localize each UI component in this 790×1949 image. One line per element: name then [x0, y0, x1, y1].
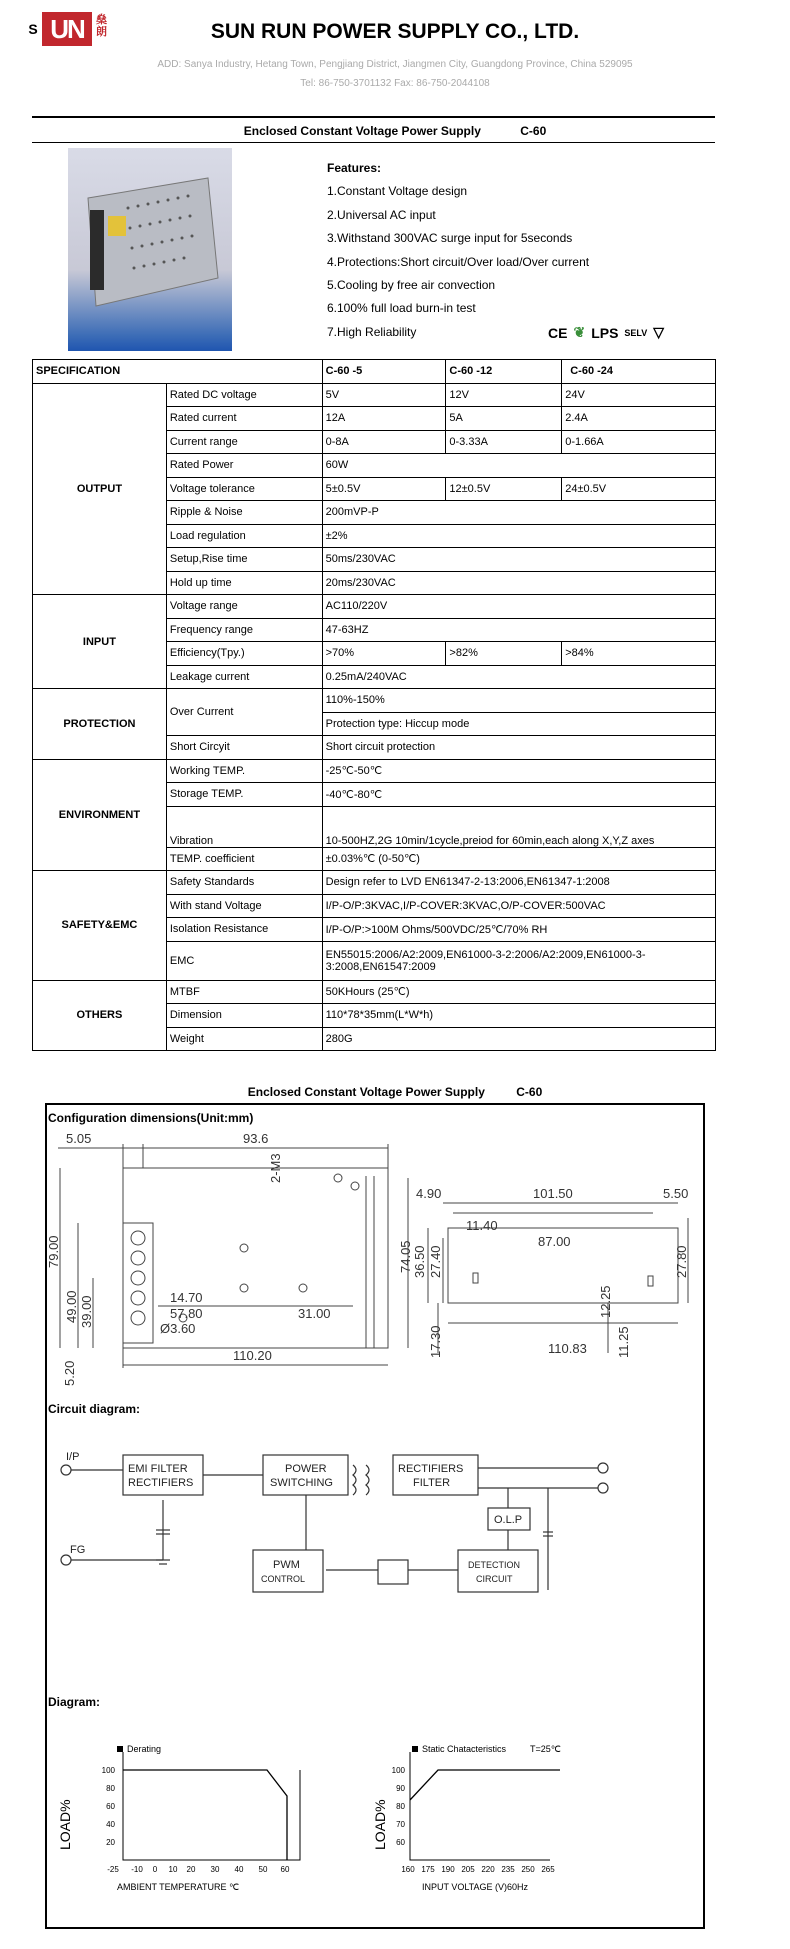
- doc-title-text: Enclosed Constant Voltage Power Supply: [243, 124, 481, 138]
- page2-title-model: C-60: [516, 1085, 543, 1099]
- x-tick: 20: [186, 1865, 196, 1874]
- spec-header: SPECIFICATION: [33, 360, 323, 384]
- y-tick: 40: [106, 1820, 115, 1829]
- param-value: 12±0.5V: [446, 477, 562, 501]
- spec-model-24: C-60 -24: [562, 360, 716, 384]
- circuit-label: SWITCHING: [270, 1477, 333, 1489]
- group-environment: ENVIRONMENT: [33, 759, 167, 871]
- dim-label: 110.83: [548, 1341, 587, 1356]
- x-tick: -25: [107, 1865, 119, 1874]
- static-title: Static Chatacteristics: [422, 1744, 507, 1754]
- param-value: 12V: [446, 383, 562, 407]
- circuit-label: RECTIFIERS: [128, 1477, 194, 1489]
- param-value: 280G: [322, 1027, 715, 1051]
- feature-item: 5.Cooling by free air convection: [327, 278, 496, 293]
- param-value: I/P-O/P:3KVAC,I/P-COVER:3KVAC,O/P-COVER:500VAC: [322, 894, 715, 918]
- dim-label: 14.70: [170, 1290, 203, 1305]
- param-label: Voltage tolerance: [166, 477, 322, 501]
- dim-label: 93.6: [243, 1131, 269, 1146]
- table-row: [33, 871, 716, 895]
- table-row: [33, 980, 716, 1004]
- feature-item: 6.100% full load burn-in test: [327, 301, 476, 316]
- param-label: Weight: [166, 1027, 322, 1051]
- config-heading: Configuration dimensions(Unit:mm): [48, 1111, 254, 1125]
- header-rule: [32, 116, 715, 118]
- param-label: With stand Voltage: [166, 894, 322, 918]
- y-tick: 80: [106, 1784, 115, 1793]
- x-tick: 0: [152, 1865, 158, 1874]
- param-label: Frequency range: [166, 618, 322, 642]
- dim-label: 110.20: [233, 1348, 272, 1363]
- logo-s: S: [22, 12, 42, 46]
- x-tick: 190: [441, 1865, 455, 1874]
- circuit-label: FILTER: [413, 1477, 451, 1489]
- dim-label: Ø3.60: [160, 1321, 196, 1336]
- dimension-drawing: [48, 1128, 708, 1398]
- param-value: EN55015:2006/A2:2009,EN61000-3-2:2006/A2:2009,EN61000-3-3:2008,EN61547:2009: [322, 941, 715, 980]
- circuit-label: POWER: [285, 1463, 327, 1475]
- group-input: INPUT: [33, 595, 167, 689]
- param-value: 110%-150%: [322, 689, 715, 713]
- y-tick: 80: [396, 1802, 405, 1811]
- page2-title: [0, 1085, 790, 1099]
- table-row: [33, 759, 716, 783]
- static-ylabel: LOAD%: [372, 1799, 388, 1850]
- param-label: Efficiency(Tpy.): [166, 642, 322, 666]
- param-value: 50ms/230VAC: [322, 548, 715, 572]
- param-label: Over Current: [166, 689, 322, 736]
- power-switching-block: [263, 1455, 348, 1495]
- circuit-label: FG: [70, 1544, 86, 1556]
- param-value: Protection type: Hiccup mode: [322, 712, 715, 736]
- cert-marks: [548, 324, 664, 341]
- param-value: 0-3.33A: [446, 430, 562, 454]
- param-value: 47-63HZ: [322, 618, 715, 642]
- circuit-label: PWM: [273, 1559, 300, 1571]
- circuit-label: EMI FILTER: [128, 1463, 188, 1475]
- dim-label: 11.40: [466, 1218, 498, 1233]
- param-value: -25℃-50℃: [322, 759, 715, 783]
- param-label: MTBF: [166, 980, 322, 1004]
- y-tick: 20: [106, 1838, 115, 1847]
- emi-filter-block: [123, 1455, 203, 1495]
- group-others: OTHERS: [33, 980, 167, 1051]
- param-value: ±0.03%℃ (0-50℃): [322, 847, 715, 871]
- title-rule: [32, 142, 715, 143]
- param-label: Rated DC voltage: [166, 383, 322, 407]
- dim-label: 5.05: [66, 1131, 92, 1146]
- pwm-block: [253, 1550, 323, 1592]
- dim-label: 57.80: [170, 1306, 203, 1321]
- param-value: -40℃-80℃: [322, 783, 715, 807]
- spec-model-12: C-60 -12: [446, 360, 562, 384]
- feature-item: 4.Protections:Short circuit/Over load/Over current: [327, 254, 590, 269]
- param-label: EMC: [166, 941, 322, 980]
- param-value: 0-8A: [322, 430, 446, 454]
- dim-label: 36.50: [412, 1245, 427, 1278]
- param-label: Leakage current: [166, 665, 322, 689]
- feature-item: 7.High Reliability: [327, 324, 417, 339]
- param-value: 5V: [322, 383, 446, 407]
- dim-label: 27.40: [428, 1245, 443, 1278]
- circuit-label: CONTROL: [261, 1574, 306, 1584]
- param-label: Dimension: [166, 1004, 322, 1028]
- spec-header-row: [33, 360, 716, 384]
- feature-item: 3.Withstand 300VAC surge input for 5seconds: [327, 231, 573, 246]
- static-cond: T=25℃: [530, 1744, 561, 1754]
- dim-label: 101.50: [533, 1186, 573, 1201]
- param-value: 0.25mA/240VAC: [322, 665, 715, 689]
- param-value: I/P-O/P:>100M Ohms/500VDC/25℃/70% RH: [322, 918, 715, 942]
- circuit-label: O.L.P: [494, 1514, 523, 1526]
- feature-item: 1.Constant Voltage design: [327, 184, 468, 199]
- derating-xlabel: AMBIENT TEMPERATURE ℃: [117, 1882, 240, 1892]
- param-value: 50KHours (25℃): [322, 980, 715, 1004]
- param-value: >70%: [322, 642, 446, 666]
- feature-item: 2.Universal AC input: [327, 207, 436, 222]
- derating-curve: [123, 1770, 287, 1860]
- features-heading: Features:: [327, 161, 382, 175]
- param-label: Current range: [166, 430, 322, 454]
- param-label: Setup,Rise time: [166, 548, 322, 572]
- page2-title-text: Enclosed Constant Voltage Power Supply: [247, 1085, 485, 1099]
- param-label: Working TEMP.: [166, 759, 322, 783]
- company-tel: Tel: 86-750-3701132 Fax: 86-750-2044108: [300, 78, 490, 89]
- diagram-heading: Diagram:: [48, 1695, 101, 1709]
- param-label: Storage TEMP.: [166, 783, 322, 807]
- param-value: 20ms/230VAC: [322, 571, 715, 595]
- param-label: Rated current: [166, 407, 322, 431]
- param-value: 60W: [322, 454, 715, 478]
- static-chart: [370, 1740, 680, 1900]
- logo-text: UN: [50, 13, 84, 44]
- features-list: [327, 157, 589, 344]
- circuit-label: DETECTION: [468, 1560, 521, 1570]
- y-tick: 100: [391, 1766, 405, 1775]
- ce-mark: CE: [548, 324, 568, 341]
- dim-label: 11.25: [616, 1326, 631, 1358]
- param-value: Design refer to LVD EN61347-2-13:2006,EN61347-1:2008: [322, 871, 715, 895]
- y-tick: 90: [396, 1784, 405, 1793]
- y-tick: 60: [106, 1802, 115, 1811]
- param-value: 110*78*35mm(L*W*h): [322, 1004, 715, 1028]
- param-value: 10-500HZ,2G 10min/1cycle,preiod for 60min,each along X,Y,Z axes: [322, 806, 715, 847]
- param-value: ±2%: [322, 524, 715, 548]
- dim-label: 39.00: [79, 1295, 94, 1328]
- rectifier-filter-block: [393, 1455, 478, 1495]
- x-tick: 205: [461, 1865, 475, 1874]
- dim-label: 5.50: [663, 1186, 689, 1201]
- dim-label: 74.05: [398, 1240, 413, 1273]
- param-label: Vibration: [166, 806, 322, 847]
- param-value: 24V: [562, 383, 716, 407]
- circuit-label: I/P: [66, 1451, 80, 1463]
- dim-label: 79.00: [46, 1235, 61, 1268]
- param-label: Isolation Resistance: [166, 918, 322, 942]
- spec-table: [32, 359, 716, 1051]
- x-tick: 235: [501, 1865, 515, 1874]
- y-tick: 100: [101, 1766, 115, 1775]
- param-label: Safety Standards: [166, 871, 322, 895]
- static-curve: [410, 1770, 560, 1800]
- param-value: >82%: [446, 642, 562, 666]
- table-row: [33, 595, 716, 619]
- circuit-label: CIRCUIT: [476, 1574, 513, 1584]
- param-value: 2.4A: [562, 407, 716, 431]
- dim-label: 87.00: [538, 1234, 571, 1249]
- param-label: TEMP. coefficient: [166, 847, 322, 871]
- param-value: 200mVP-P: [322, 501, 715, 525]
- x-tick: 40: [234, 1865, 244, 1874]
- dim-label: 49.00: [64, 1290, 79, 1323]
- param-value: 5±0.5V: [322, 477, 446, 501]
- x-tick: 250: [521, 1865, 535, 1874]
- param-value: 0-1.66A: [562, 430, 716, 454]
- dim-label: 5.20: [62, 1360, 77, 1386]
- x-tick: 265: [541, 1865, 555, 1874]
- param-value: >84%: [562, 642, 716, 666]
- param-value: 12A: [322, 407, 446, 431]
- company-address: ADD: Sanya Industry, Hetang Town, Pengjiang District, Jiangmen City, Guangdong Province, China 529095: [157, 59, 633, 70]
- circuit-label: RECTIFIERS: [398, 1463, 464, 1475]
- doc-title-model: C-60: [520, 124, 547, 138]
- param-value: Short circuit protection: [322, 736, 715, 760]
- x-tick: 10: [168, 1865, 178, 1874]
- selv-mark: SELV: [624, 327, 648, 338]
- table-row: [33, 689, 716, 713]
- group-output: OUTPUT: [33, 383, 167, 595]
- product-photo-drawing: [68, 148, 232, 351]
- y-tick: 60: [396, 1838, 405, 1847]
- dim-label: 4.90: [416, 1186, 442, 1201]
- x-tick: 50: [258, 1865, 268, 1874]
- param-label: Load regulation: [166, 524, 322, 548]
- dim-label: 31.00: [298, 1306, 331, 1321]
- param-value: AC110/220V: [322, 595, 715, 619]
- dim-label: 27.80: [674, 1245, 689, 1278]
- derating-ylabel: LOAD%: [57, 1799, 73, 1850]
- leaf-icon: ❦: [573, 324, 586, 340]
- company-name: SUN RUN POWER SUPPLY CO., LTD.: [210, 20, 580, 43]
- group-safety: SAFETY&EMC: [33, 871, 167, 981]
- product-photo: [68, 148, 232, 351]
- param-label: Hold up time: [166, 571, 322, 595]
- dim-label: 17.30: [428, 1325, 443, 1358]
- dim-label: 2-M3: [268, 1153, 283, 1183]
- x-tick: 160: [401, 1865, 415, 1874]
- x-tick: -10: [131, 1865, 143, 1874]
- dim-label: 12.25: [598, 1285, 613, 1318]
- static-xlabel: INPUT VOLTAGE (V)60Hz: [422, 1882, 529, 1892]
- x-tick: 30: [210, 1865, 220, 1874]
- detection-block: [458, 1550, 538, 1592]
- param-label: Ripple & Noise: [166, 501, 322, 525]
- table-row: [33, 383, 716, 407]
- param-value: 24±0.5V: [562, 477, 716, 501]
- x-tick: 60: [280, 1865, 290, 1874]
- param-label: Rated Power: [166, 454, 322, 478]
- x-tick: 220: [481, 1865, 495, 1874]
- circuit-heading: Circuit diagram:: [48, 1402, 141, 1416]
- circuit-diagram: [48, 1420, 698, 1640]
- triangle-icon: ▽: [653, 324, 665, 340]
- derating-title: Derating: [127, 1744, 162, 1754]
- doc-title: [0, 124, 790, 138]
- optocoupler-block: [378, 1560, 408, 1584]
- lps-mark: LPS: [591, 324, 619, 341]
- spec-model-5: C-60 -5: [322, 360, 446, 384]
- group-protection: PROTECTION: [33, 689, 167, 760]
- logo-chinese: 燊朗: [96, 13, 107, 38]
- param-label: Short Circyit: [166, 736, 322, 760]
- param-value: 5A: [446, 407, 562, 431]
- x-tick: 175: [421, 1865, 435, 1874]
- param-label: Voltage range: [166, 595, 322, 619]
- y-tick: 70: [396, 1820, 405, 1829]
- derating-chart: [55, 1740, 335, 1900]
